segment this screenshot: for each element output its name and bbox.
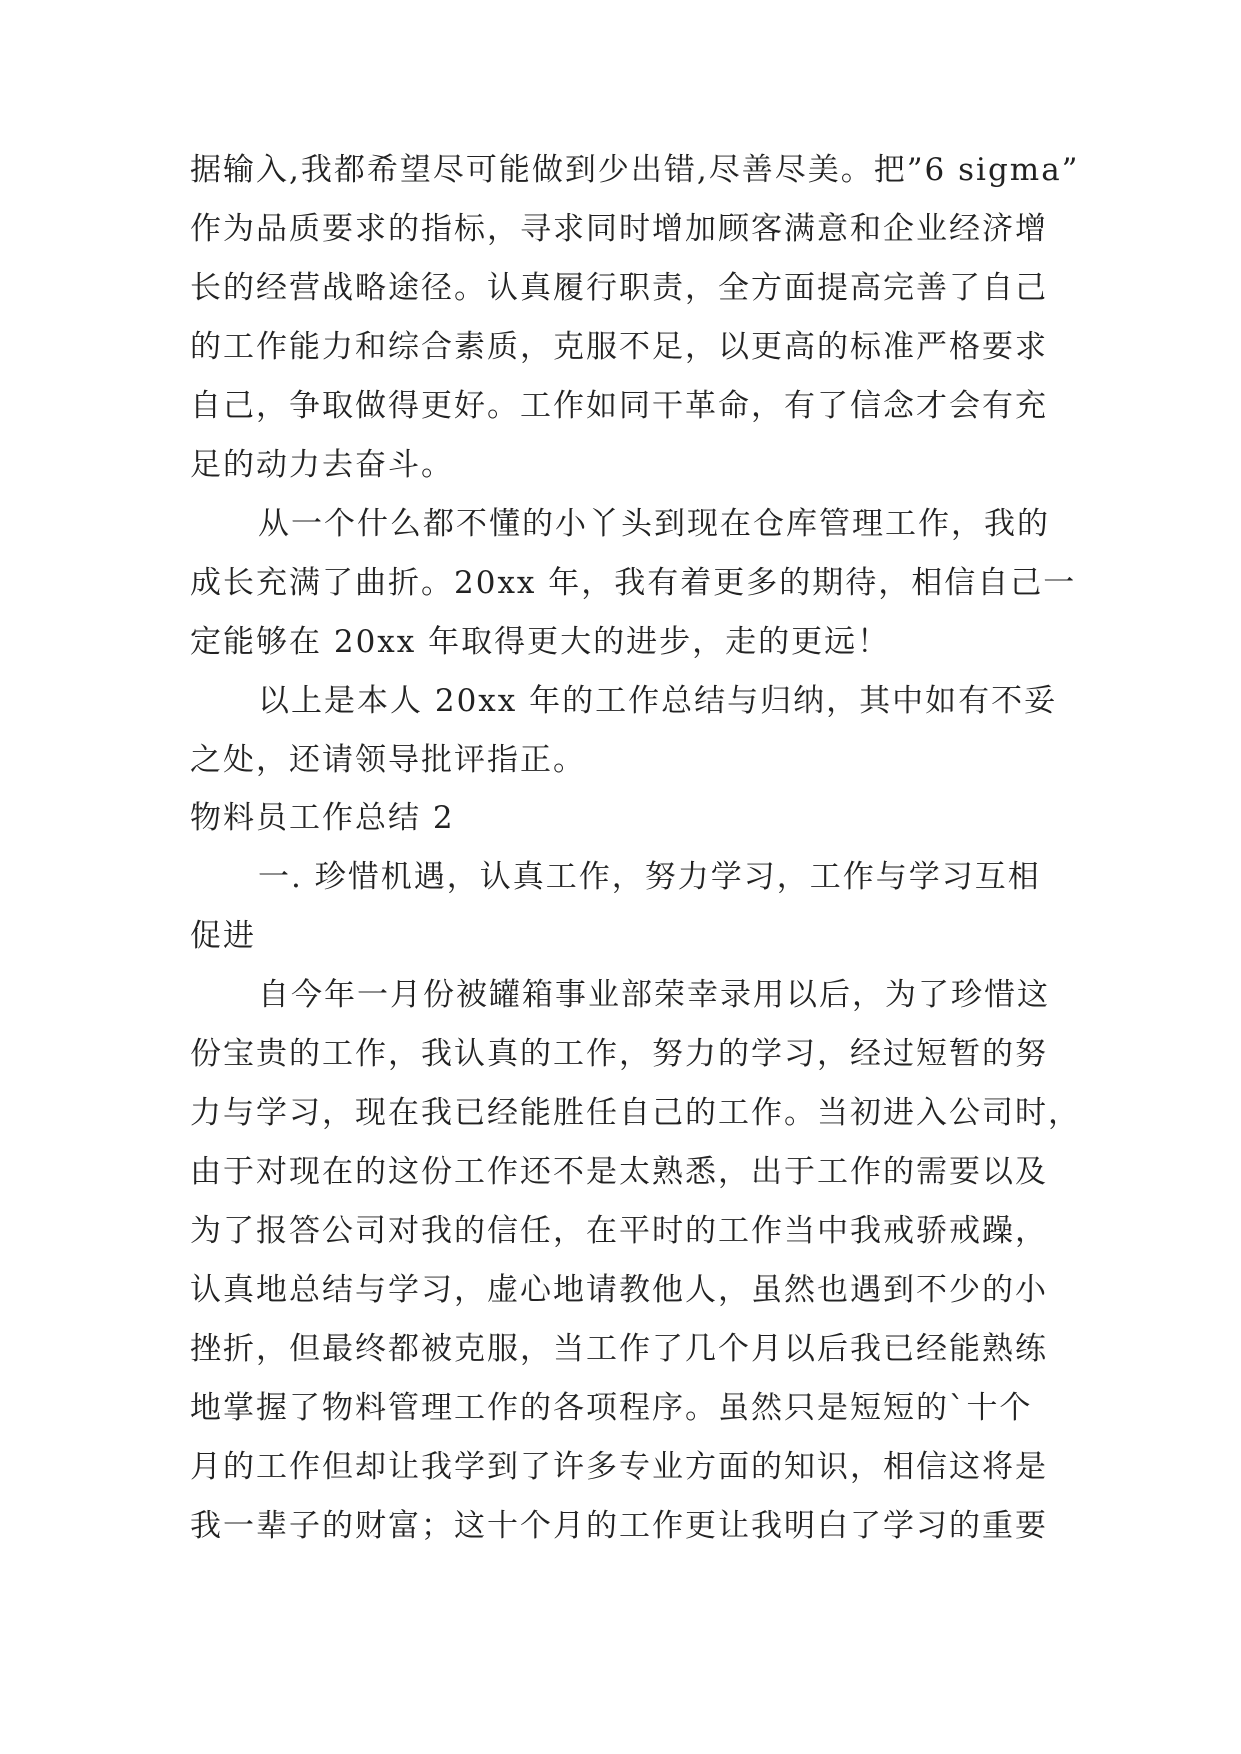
text-line: 我一辈子的财富；这十个月的工作更让我明白了学习的重要	[190, 1508, 1048, 1544]
text-line: 作为品质要求的指标，寻求同时增加顾客满意和企业经济增	[190, 211, 1048, 247]
text-line: 认真地总结与学习，虚心地请教他人，虽然也遇到不少的小	[190, 1272, 1048, 1308]
text-line: 自今年一月份被罐箱事业部荣幸录用以后，为了珍惜这	[258, 977, 1050, 1013]
text-line: 促进	[190, 918, 256, 954]
text-line: 为了报答公司对我的信任，在平时的工作当中我戒骄戒躁，	[190, 1213, 1048, 1249]
text-line: 由于对现在的这份工作还不是太熟悉，出于工作的需要以及	[190, 1154, 1048, 1190]
text-line: 自己，争取做得更好。工作如同干革命，有了信念才会有充	[190, 388, 1048, 424]
text-line: 成长充满了曲折。20xx 年，我有着更多的期待，相信自己一	[190, 565, 1077, 601]
text-line: 足的动力去奋斗。	[190, 447, 454, 483]
text-line: 力与学习，现在我已经能胜任自己的工作。当初进入公司时，	[190, 1095, 1081, 1131]
text-line: 定能够在 20xx 年取得更大的进步，走的更远！	[190, 624, 891, 660]
text-line: 之处，还请领导批评指正。	[190, 742, 586, 778]
text-line: 份宝贵的工作，我认真的工作，努力的学习，经过短暂的努	[190, 1036, 1048, 1072]
text-line: 的工作能力和综合素质，克服不足，以更高的标准严格要求	[190, 329, 1048, 365]
text-line: 一. 珍惜机遇，认真工作，努力学习，工作与学习互相	[258, 859, 1041, 895]
text-line: 地掌握了物料管理工作的各项程序。虽然只是短短的`十个	[190, 1390, 1033, 1426]
text-line: 月的工作但却让我学到了许多专业方面的知识，相信这将是	[190, 1449, 1048, 1485]
section-heading: 物料员工作总结 2	[190, 800, 455, 836]
text-line: 挫折，但最终都被克服，当工作了几个月以后我已经能熟练	[190, 1331, 1048, 1367]
text-line: 长的经营战略途径。认真履行职责，全方面提高完善了自己	[190, 270, 1048, 306]
text-line: 以上是本人 20xx 年的工作总结与归纳，其中如有不妥	[258, 683, 1058, 719]
text-line: 据输入,我都希望尽可能做到少出错,尽善尽美。把”6 sigma”	[190, 152, 1080, 188]
text-line: 从一个什么都不懂的小丫头到现在仓库管理工作，我的	[258, 506, 1050, 542]
